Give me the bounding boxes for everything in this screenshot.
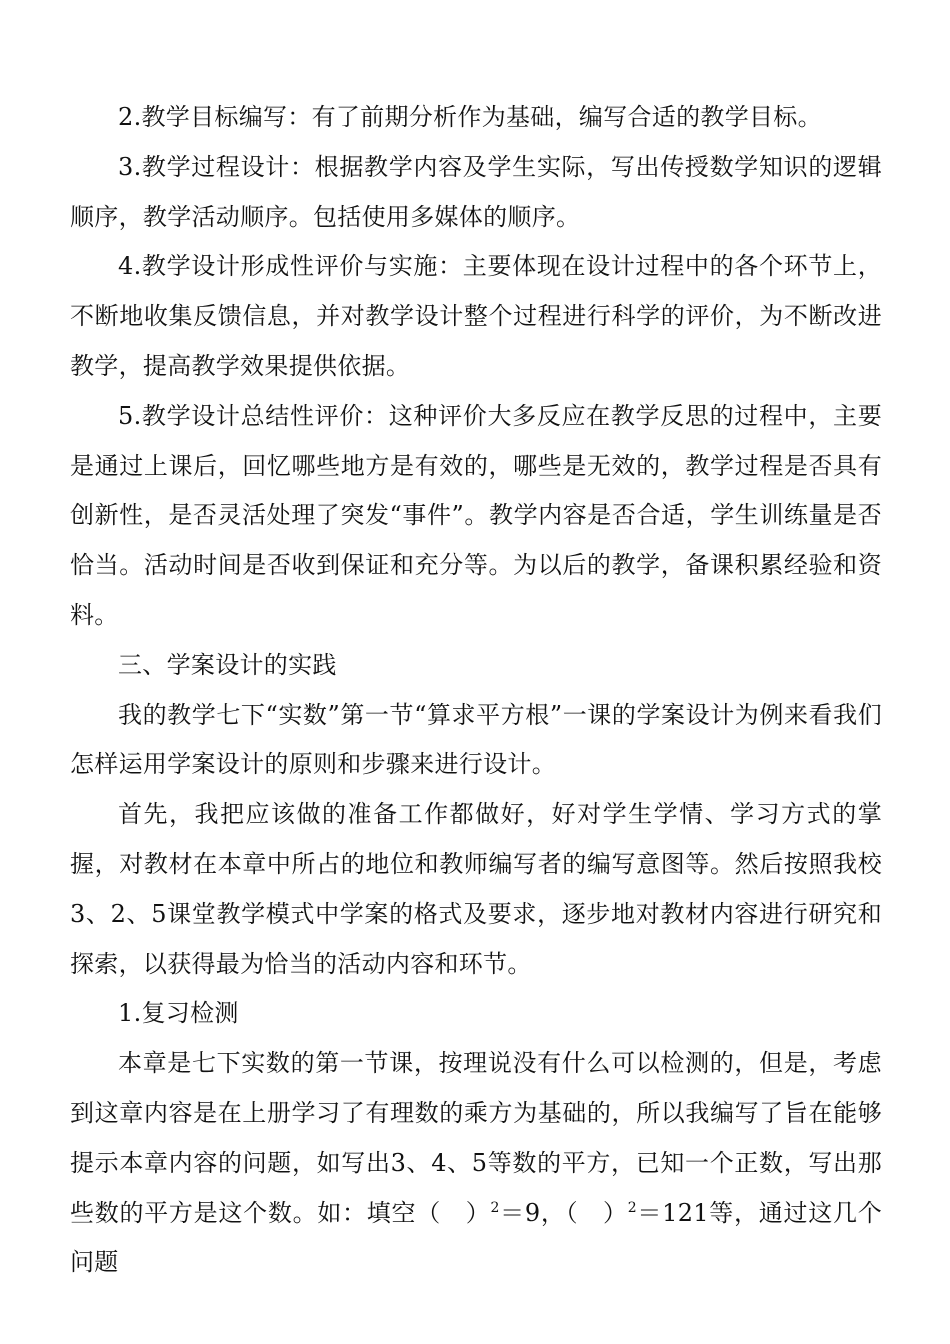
paragraph-example-intro: 我的教学七下“实数”第一节“算求平方根”一课的学案设计为例来看我们怎样运用学案设计的原则和步骤来进行设计。 — [70, 700, 882, 779]
paragraph-objective-writing: 2.教学目标编写：有了前期分析作为基础，编写合适的教学目标。 — [118, 103, 822, 131]
section-heading-practice: 三、学案设计的实践 — [118, 650, 337, 679]
paragraph-formative-evaluation: 4.教学设计形成性评价与实施：主要体现在设计过程中的各个环节上，不断地收集反馈信息，并对教学设计整个过程进行科学的评价，为不断改进教学，提高教学效果提供依据。 — [70, 252, 882, 380]
paragraph-process-design: 3.教学过程设计：根据教学内容及学生实际，写出传授数学知识的逻辑顺序，教学活动顺序。包括使用多媒体的顺序。 — [70, 152, 882, 231]
superscript-exponent: 2 — [627, 1199, 637, 1216]
text-segment: ＝9，（ ） — [499, 1198, 628, 1227]
superscript-exponent: 2 — [490, 1199, 500, 1216]
subheading-review-test: 1.复习检测 — [118, 999, 239, 1028]
text-segment: 本章是七下实数的第一节课，按理说没有什么可以检测的，但是，考虑到这章内容是在上册学习了有理数的乘方为基础的，所以我编写了旨在能够提示本章内容的问题，如写出3、4、5等数的平方，已知一个正数，写出那些数的平方是这个数。如：填空（ ） — [70, 1049, 882, 1227]
paragraph-preparation: 首先，我把应该做的准备工作都做好，好对学生学情、学习方式的掌握，对教材在本章中所占的地位和教师编写者的编写意图等。然后按照我校3、2、5课堂教学模式中学案的格式及要求，逐步地对教材内容进行研究和探索，以获得最为恰当的活动内容和环节。 — [70, 800, 882, 978]
document-page — [70, 93, 882, 1288]
paragraph-review-details — [70, 1039, 882, 1288]
paragraph-summative-evaluation: 5.教学设计总结性评价：这种评价大多反应在教学反思的过程中，主要是通过上课后，回忆哪些地方是有效的，哪些是无效的，教学过程是否具有创新性，是否灵活处理了突发“事件”。教学内容是否合适，学生训练量是否恰当。活动时间是否收到保证和充分等。为以后的教学，备课积累经验和资料。 — [70, 401, 882, 629]
text-segment: ＝121等，通过这几个问题 — [70, 1198, 882, 1277]
